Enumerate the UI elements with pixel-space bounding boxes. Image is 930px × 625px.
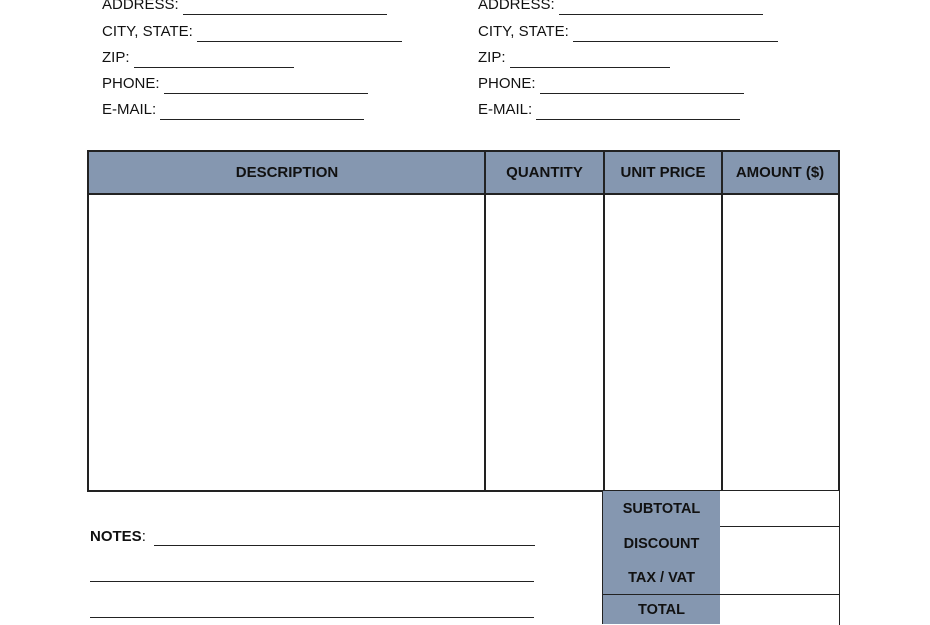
- left-address-label: ADDRESS:: [102, 0, 179, 13]
- subtotal-label: [603, 492, 720, 526]
- discount-label: [603, 527, 720, 561]
- right-phone-input-line[interactable]: [540, 79, 744, 94]
- column-header-description: [89, 152, 485, 195]
- right-city-state-field[interactable]: [478, 22, 778, 42]
- right-address-field[interactable]: [478, 0, 763, 15]
- right-city-state-input-line[interactable]: [573, 27, 778, 42]
- right-zip-input-line[interactable]: [510, 53, 670, 68]
- notes-label: NOTES: [90, 528, 142, 545]
- discount-value-field[interactable]: [720, 526, 840, 561]
- column-header-unit-price-label: UNIT PRICE: [620, 164, 706, 181]
- left-city-state-label: CITY, STATE:: [102, 23, 193, 40]
- notes-input-line-3[interactable]: [90, 617, 534, 618]
- description-cell[interactable]: [89, 195, 484, 492]
- tax-vat-label: [603, 561, 720, 595]
- right-phone-field[interactable]: [478, 74, 744, 94]
- notes-field[interactable]: [90, 528, 146, 545]
- discount-label-text: DISCOUNT: [623, 536, 700, 552]
- right-address-input-line[interactable]: [559, 0, 763, 15]
- right-city-state-label: CITY, STATE:: [478, 23, 569, 40]
- left-email-field[interactable]: [102, 100, 364, 120]
- right-zip-field[interactable]: [478, 48, 670, 68]
- left-zip-input-line[interactable]: [134, 53, 294, 68]
- tax-vat-label-text: TAX / VAT: [628, 570, 695, 586]
- left-city-state-input-line[interactable]: [197, 27, 402, 42]
- notes-input-line-1[interactable]: [154, 545, 535, 546]
- right-zip-label: ZIP:: [478, 49, 506, 66]
- left-address-field[interactable]: [102, 0, 387, 15]
- subtotal-label-text: SUBTOTAL: [622, 501, 701, 517]
- column-header-amount-label: AMOUNT ($): [735, 164, 825, 181]
- quantity-cell[interactable]: [486, 195, 603, 492]
- column-header-quantity-label: QUANTITY: [506, 164, 583, 181]
- total-label-text: TOTAL: [638, 601, 685, 618]
- notes-colon: :: [141, 528, 146, 545]
- left-zip-label: ZIP:: [102, 49, 130, 66]
- amount-cell[interactable]: [723, 195, 838, 492]
- unit-price-cell[interactable]: [605, 195, 721, 492]
- line-items-table: [87, 150, 840, 492]
- column-header-description-label: DESCRIPTION: [235, 164, 339, 181]
- subtotal-value-field[interactable]: [720, 491, 840, 527]
- column-header-quantity: [485, 152, 604, 195]
- tax-vat-value-field[interactable]: [720, 560, 840, 595]
- left-phone-field[interactable]: [102, 74, 368, 94]
- left-email-input-line[interactable]: [160, 105, 364, 120]
- left-address-input-line[interactable]: [183, 0, 387, 15]
- right-email-input-line[interactable]: [536, 105, 740, 120]
- left-phone-label: PHONE:: [102, 75, 160, 92]
- left-phone-input-line[interactable]: [164, 79, 368, 94]
- left-email-label: E-MAIL:: [102, 101, 157, 118]
- left-zip-field[interactable]: [102, 48, 294, 68]
- notes-input-line-2[interactable]: [90, 581, 534, 582]
- right-phone-label: PHONE:: [478, 75, 536, 92]
- right-address-label: ADDRESS:: [478, 0, 555, 13]
- right-email-field[interactable]: [478, 100, 740, 120]
- column-header-unit-price: [604, 152, 722, 195]
- total-value-field[interactable]: [720, 595, 840, 625]
- right-email-label: E-MAIL:: [478, 101, 533, 118]
- column-header-amount: [722, 152, 838, 195]
- left-city-state-field[interactable]: [102, 22, 402, 42]
